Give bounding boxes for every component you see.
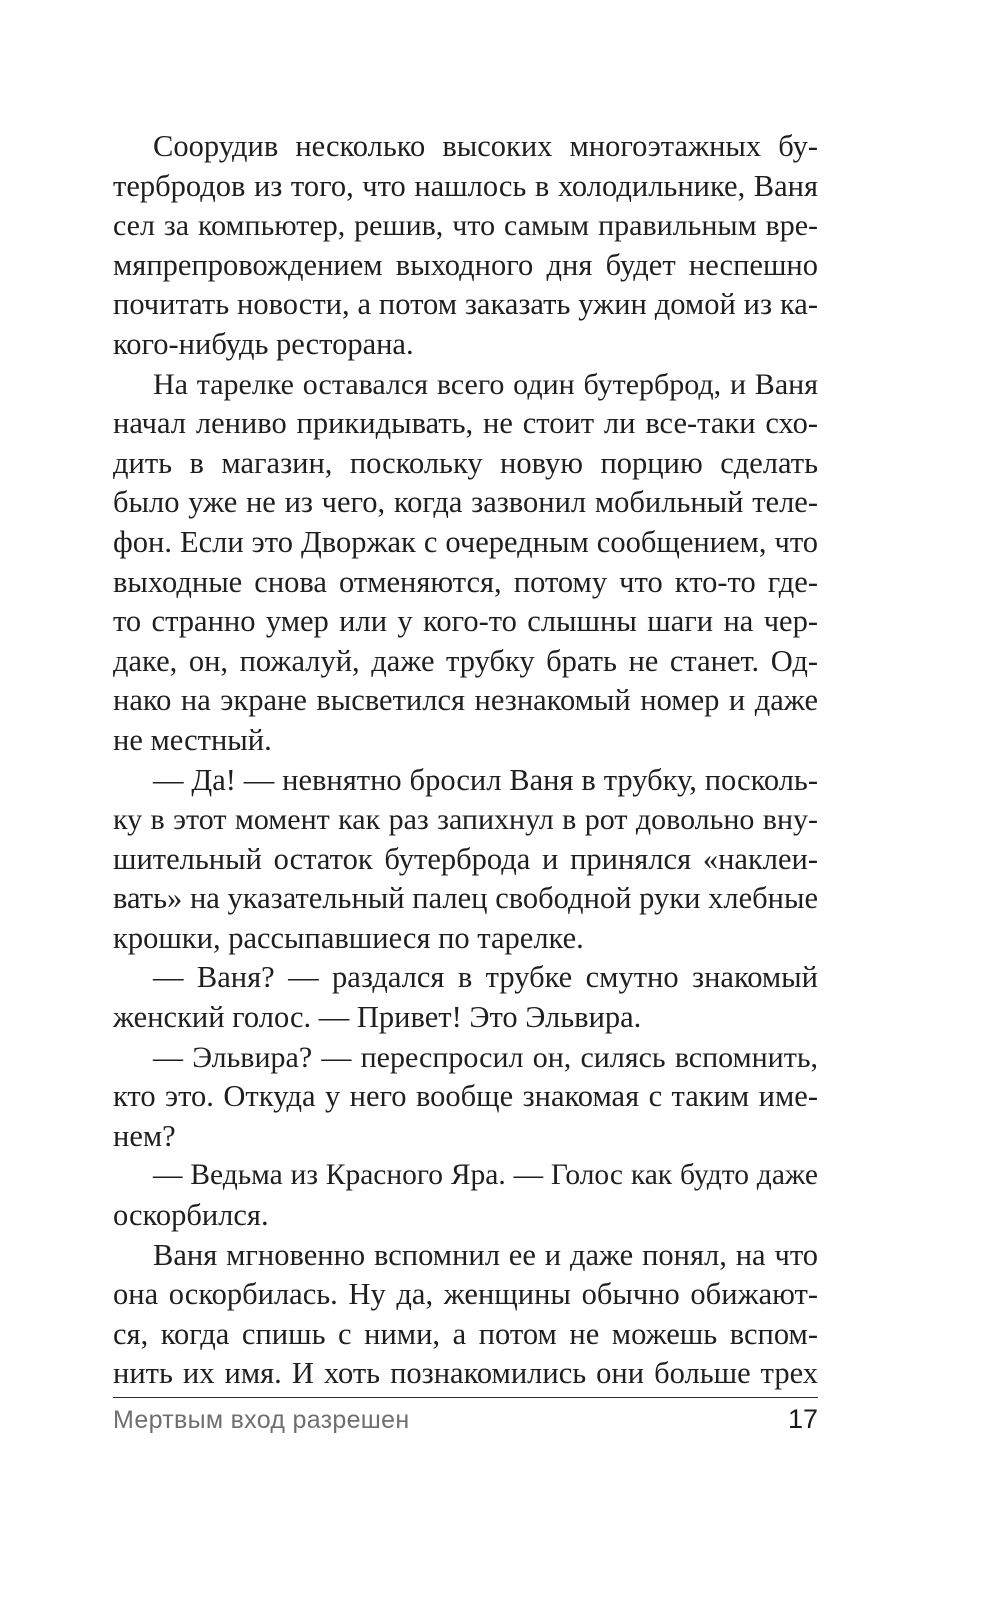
text-line: сел за компьютер, решив, что самым правильным вре-	[113, 209, 818, 243]
footer-divider	[113, 1397, 818, 1398]
text-line: начал лениво прикидывать, не стоит ли все-таки схо-	[113, 406, 818, 441]
text-line: — Да! — невнятно бросил Ваня в трубку, посколь-	[153, 762, 818, 797]
text-line: Ваня мгновенно вспомнил ее и даже понял, на что	[153, 1237, 818, 1272]
text-line: шительный остаток бутерброда и принялся «наклеи-	[113, 841, 818, 876]
text-line: вать» на указательный палец свободной руки хлебные	[113, 881, 818, 916]
text-line: ся, когда спишь с ними, а потом не можешь вспом-	[113, 1316, 818, 1351]
text-line: дить в магазин, поскольку новую порцию сделать	[113, 445, 818, 480]
text-line: крошки, рассыпавшиеся по тарелке.	[113, 920, 584, 955]
text-line: кто это. Откуда у него вообще знакомая с таким име-	[113, 1079, 818, 1114]
text-line: почитать новости, а потом заказать ужин домой из ка-	[113, 287, 818, 322]
text-line: нем?	[113, 1118, 176, 1153]
text-line: оскорбился.	[113, 1198, 269, 1233]
body-text	[113, 127, 818, 1394]
text-line: нако на экране высветился незнакомый номер и даже	[113, 683, 818, 718]
text-line: она оскорбилась. Ну да, женщины обычно обижают-	[113, 1277, 818, 1312]
text-line: ку в этот момент как раз запихнул в рот довольно вну-	[113, 803, 818, 837]
text-line: даке, он, пожалуй, даже трубку брать не станет. Од-	[113, 643, 818, 678]
text-line: не местный.	[113, 722, 272, 757]
text-line: нить их имя. И хоть познакомились они больше трех	[113, 1356, 818, 1391]
text-line: — Ведьма из Красного Яра. — Голос как будто даже	[153, 1159, 818, 1192]
text-line: то странно умер или у кого-то слышны шаги на чер-	[113, 604, 818, 639]
text-line: выходные снова отменяются, потому что кто-то где-	[113, 564, 818, 599]
text-line: — Эльвира? — переспросил он, силясь вспомнить,	[153, 1040, 818, 1074]
text-line: женский голос. — Привет! Это Эльвира.	[113, 1000, 642, 1035]
running-title: Мертвым вход разрешен	[113, 1406, 410, 1434]
text-line: На тарелке оставался всего один бутерброд, и Ваня	[153, 367, 818, 401]
text-line: тербродов из того, что нашлось в холодильнике, Ваня	[113, 168, 818, 203]
text-line: — Ваня? — раздался в трубке смутно знакомый	[153, 960, 818, 995]
page-number: 17	[787, 1404, 818, 1434]
text-line: было уже не из чего, когда зазвонил мобильный теле-	[113, 485, 818, 520]
text-line: фон. Если это Дворжак с очередным сообщением, что	[113, 524, 818, 559]
text-line: Соорудив несколько высоких многоэтажных бу-	[153, 129, 818, 163]
text-line: мяпрепровождением выходного дня будет неспешно	[113, 247, 818, 282]
text-line: кого-нибудь ресторана.	[113, 326, 414, 361]
